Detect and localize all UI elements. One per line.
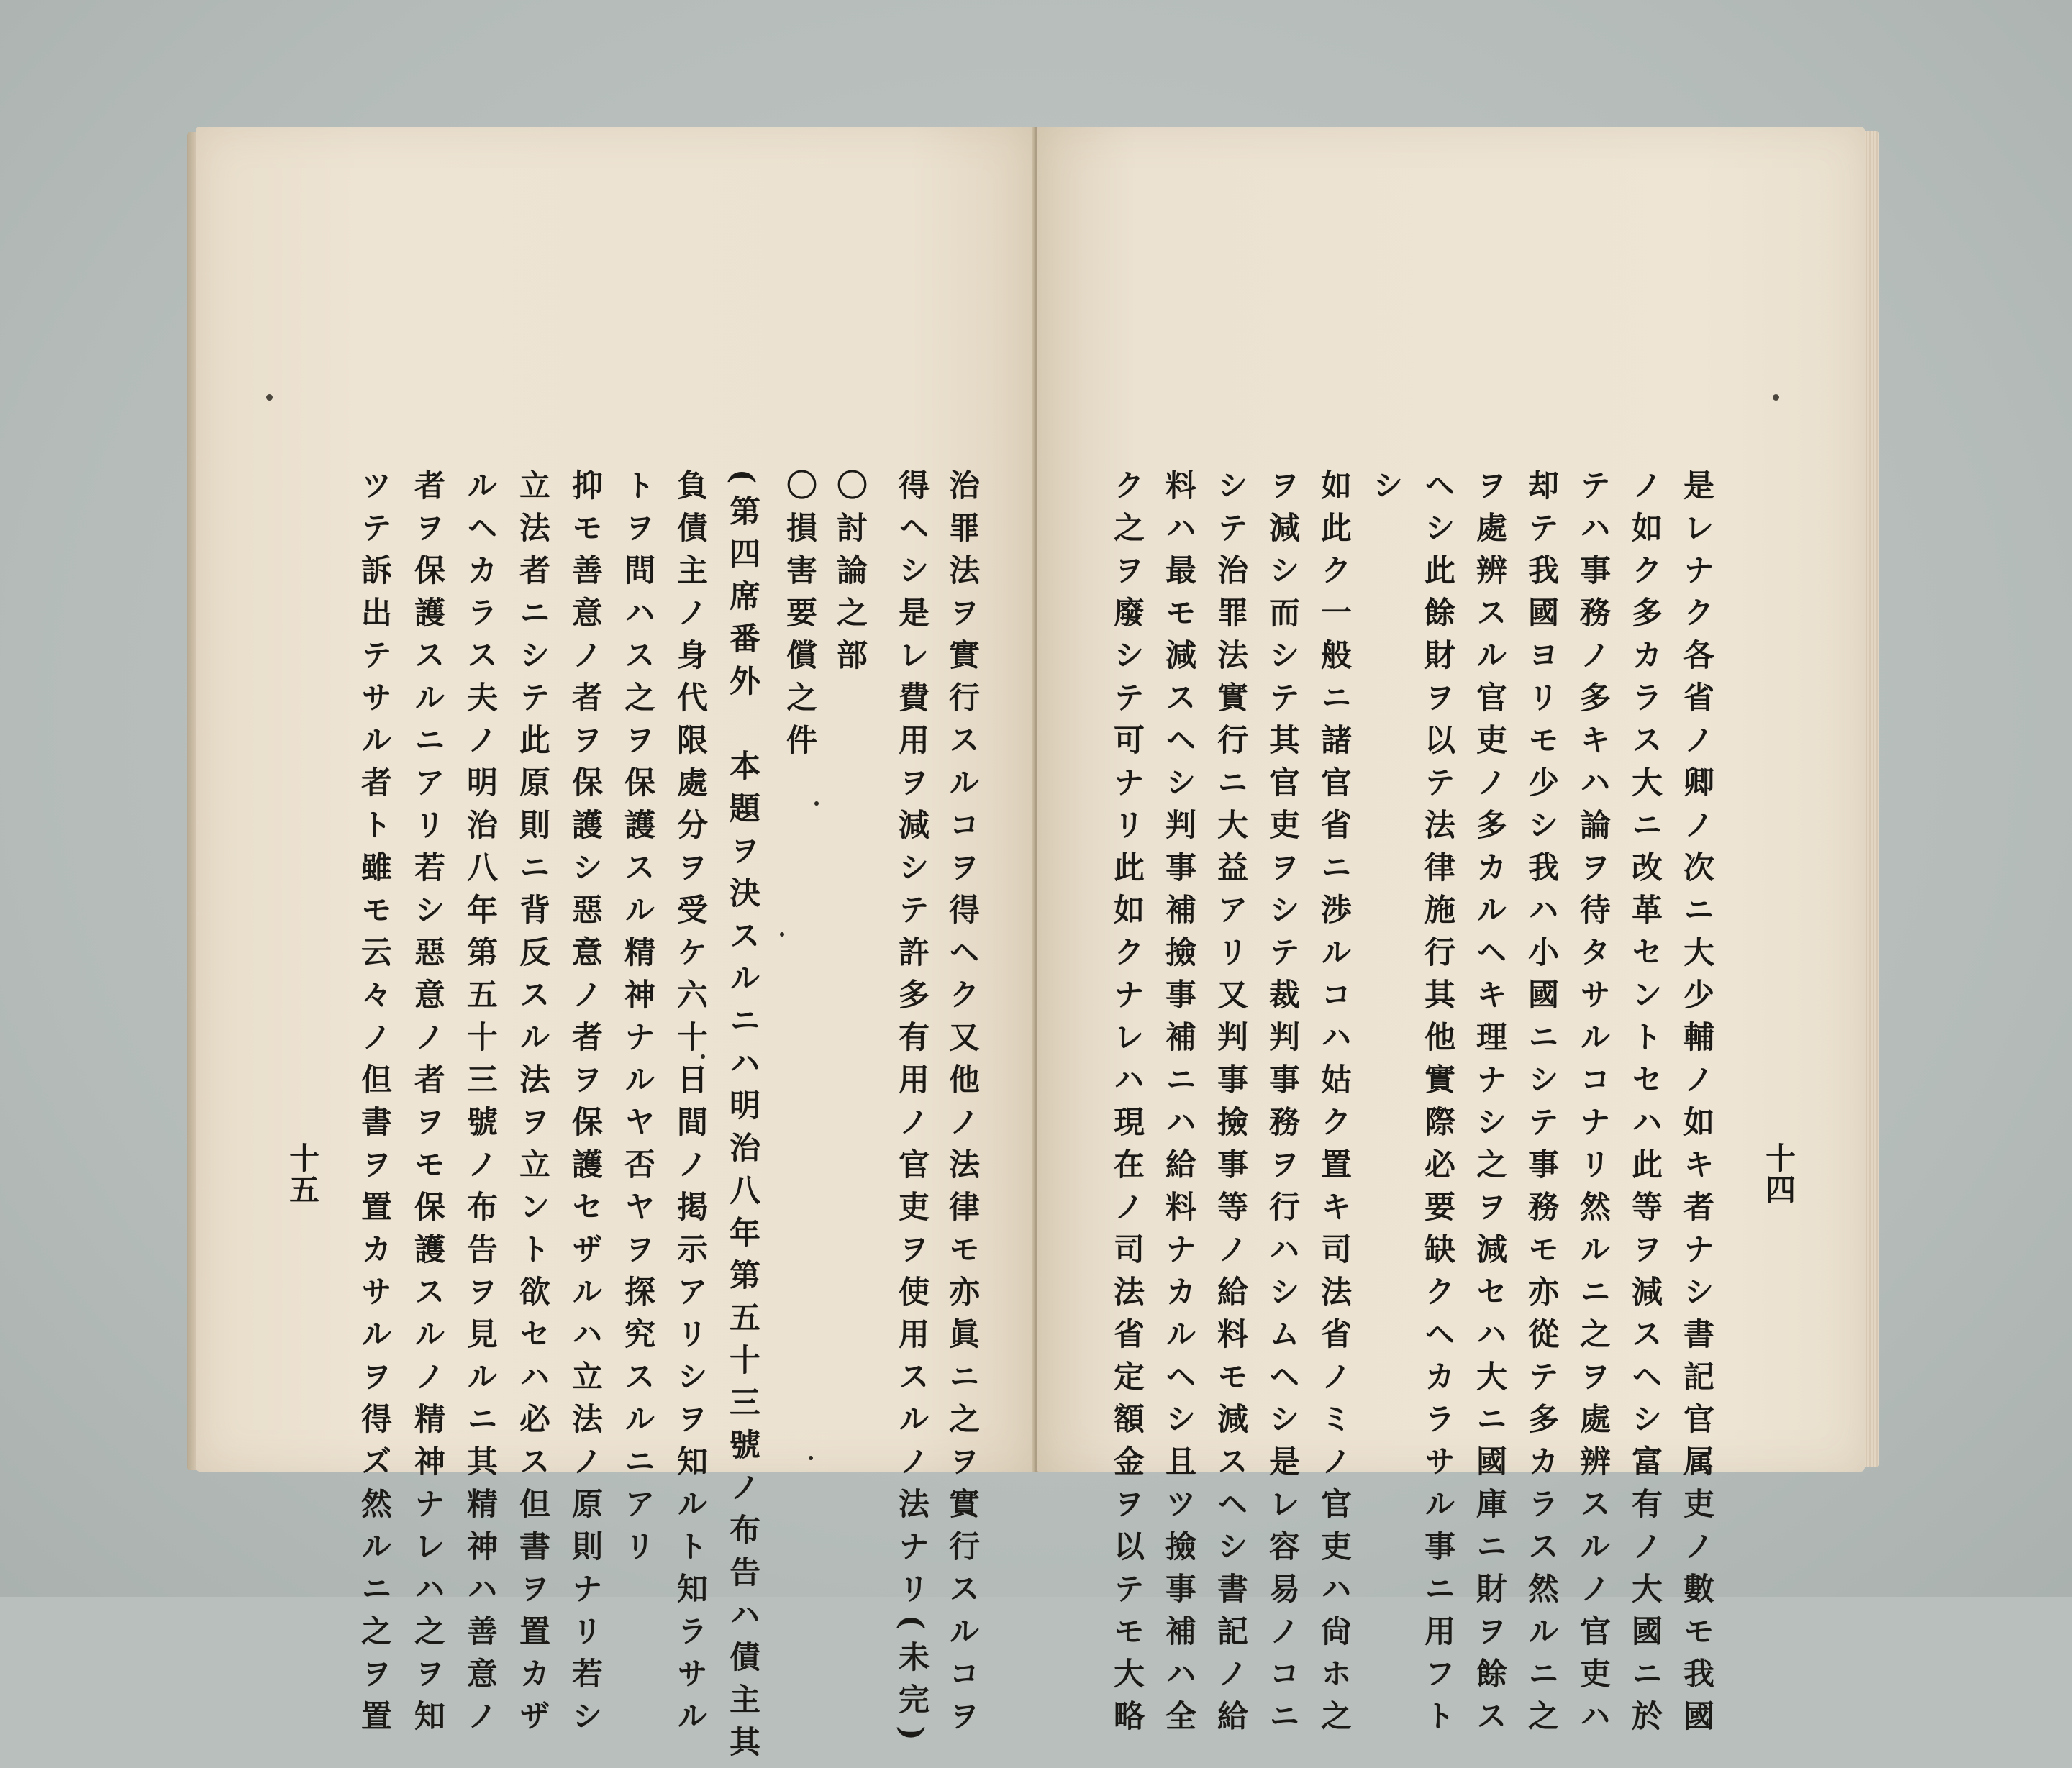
text-column: トヲ問ハス之ヲ保護スル精神ナルヤ否ヤヲ探究スルニアリ — [619, 469, 655, 1572]
binding-hole — [266, 394, 273, 401]
text-column: ヘシ此餘財ヲ以テ法律施行其他實際必要缺クヘカラサル事ニ用フト — [1419, 469, 1455, 1742]
text-column: テハ事務ノ多キハ論ヲ待タサルコナリ然ルニ之ヲ處辨スルノ官吏ハ — [1575, 469, 1611, 1742]
text-column: ヲ減シ而シテ其官吏ヲシテ裁判事務ヲ行ハシムヘシ是レ容易ノコニ — [1264, 469, 1300, 1742]
text-column: (第四席番外 本題ヲ決スルニハ明治八年第五十三號ノ布告ハ債主其 — [724, 469, 760, 1768]
section-heading: 〇討論之部 — [832, 469, 868, 681]
section-heading: 〇損害要償之件 — [781, 469, 817, 766]
open-book — [187, 127, 1879, 1768]
binding-hole — [1773, 394, 1779, 401]
ink-speck — [814, 801, 819, 806]
text-column: 却テ我國ヨリモ少シ我ハ小國ニシテ事務モ亦從テ多カラス然ルニ之 — [1523, 469, 1559, 1742]
text-column: 者ヲ保護スルニアリ若シ惡意ノ者ヲモ保護スルノ精神ナレハ之ヲ知 — [409, 469, 445, 1742]
text-column: 治罪法ヲ實行スルコヲ得ヘク又他ノ法律モ亦眞ニ之ヲ實行スルコヲ — [944, 469, 980, 1742]
right-page — [1037, 127, 1865, 1742]
text-column: ツテ訴出テサル者ト雖モ云々ノ但書ヲ置カサルヲ得ズ然ルニ之ヲ置 — [356, 469, 392, 1742]
text-column: 如此ク一般ニ諸官省ニ渉ルコハ姑ク置キ司法省ノミノ官吏ハ尙ホ之 — [1316, 469, 1352, 1742]
text-column: 料ハ最モ減スヘシ判事補撿事補ニハ給料ナカルヘシ且ツ撿事補ハ全 — [1160, 469, 1196, 1742]
text-column: 是レナク各省ノ卿ノ次ニ大少輔ノ如キ者ナシ書記官属吏ノ數モ我國 — [1678, 469, 1714, 1742]
text-column: ノ如ク多カラス大ニ改革セントセハ此等ヲ減スヘシ富有ノ大國ニ於 — [1627, 469, 1663, 1742]
right-page-edges — [1863, 131, 1879, 1467]
text-column: シテ治罪法實行ニ大益アリ又判事撿事等ノ給料モ減スヘシ書記ノ給 — [1212, 469, 1248, 1742]
page-number: 十四 — [1761, 1142, 1796, 1206]
left-page — [196, 127, 1035, 1768]
text-column: 負債主ノ身代限處分ヲ受ケ六十日間ノ掲示アリシヲ知ルト知ラサル — [672, 469, 708, 1742]
text-column: シ — [1368, 469, 1404, 511]
text-column: ヲ處辨スル官吏ノ多カルヘキ理ナシ之ヲ減セハ大ニ國庫ニ財ヲ餘ス — [1471, 469, 1507, 1742]
text-column: 抑モ善意ノ者ヲ保護シ惡意ノ者ヲ保護セザルハ立法ノ原則ナリ若シ — [567, 469, 603, 1742]
text-column: 立法者ニシテ此原則ニ背反スル法ヲ立ント欲セハ必ス但書ヲ置カザ — [514, 469, 550, 1742]
text-column: 得ヘシ是レ費用ヲ減シテ許多有用ノ官吏ヲ使用スルノ法ナリ(未完) — [894, 469, 930, 1752]
text-column: ルヘカラス夫ノ明治八年第五十三號ノ布告ヲ見ルニ其精神ハ善意ノ — [462, 469, 498, 1742]
page-number: 十五 — [285, 1142, 320, 1206]
text-column: ク之ヲ廢シテ可ナリ此如クナレハ現在ノ司法省定額金ヲ以テモ大略 — [1109, 469, 1145, 1742]
